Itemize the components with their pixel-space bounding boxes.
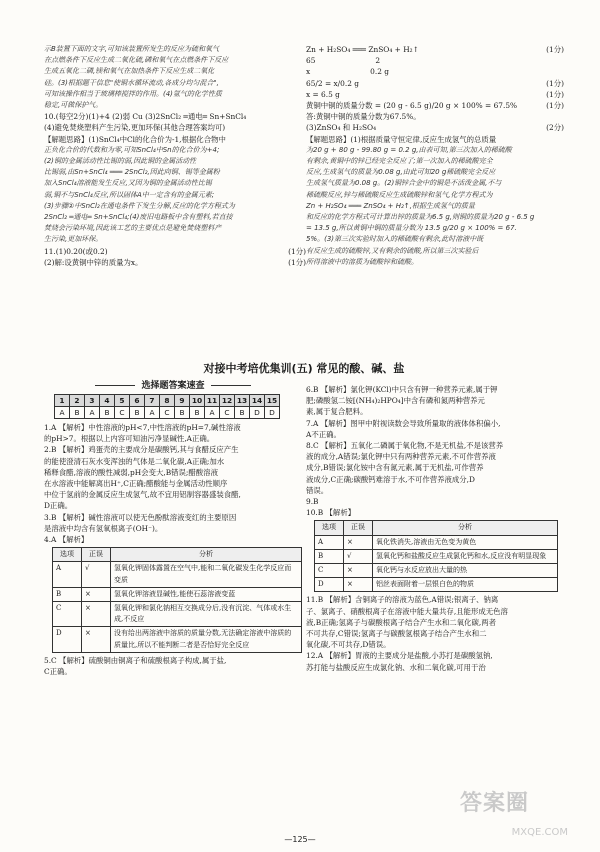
explanation-line: 不可共存,C错误;氢离子与碳酸氢根离子结合产生水和二 — [306, 629, 487, 639]
answer-letter: A — [85, 407, 100, 419]
answer-number: 7 — [145, 395, 160, 407]
score: (1分) — [546, 45, 564, 54]
answer-letter: C — [115, 407, 130, 419]
explanation-line: 子、氯离子、硝酸根离子在溶液中能大量共存,且能形成无色溶 — [306, 606, 508, 616]
q10-explanation: 2SnCl₂ ═通电═ Sn+SnCl₄;(4)废旧电路板中含有塑料,若直接 — [44, 213, 233, 222]
column-header: 分析 — [373, 521, 558, 535]
watermark-url: MXQE.COM — [511, 826, 568, 838]
option-cell: B — [53, 587, 82, 601]
equation-line — [306, 66, 564, 77]
analysis-cell: 氢氧化钾固体露置在空气中,能和二氧化碳发生化学反应而变质 — [111, 562, 302, 587]
answer-letter: B — [175, 407, 190, 419]
answer-number: 10 — [190, 395, 205, 407]
right-column-top — [306, 44, 564, 268]
score: (1分) — [546, 101, 564, 111]
answer-number: 12 — [220, 395, 235, 407]
answer-letter: D — [265, 407, 280, 419]
answer-letter-row — [55, 407, 280, 419]
handwritten-line: 硅。(3)根据题干信息"使铜水循环流动,各成分均匀混合", — [44, 78, 219, 87]
q10-analysis-table — [314, 520, 558, 592]
q10-answer: (4)避免焚烧塑料产生污染,更加环保(其他合理答案均可) — [44, 123, 226, 133]
answer-letter: B — [130, 407, 145, 419]
handwritten-line: 示B装置下面的文字,可知该装置所发生的反应为硫和氧气 — [44, 45, 220, 53]
page-number: —125— — [284, 835, 316, 844]
explanation-line: 9.B — [306, 497, 319, 507]
explanation-line: 在水溶液中能解离出H⁺,C正确;醋酸能与金属活动性顺序 — [44, 479, 228, 489]
score: (1分) — [288, 246, 306, 256]
explanation-line: 素,属于复合肥料。 — [306, 407, 368, 417]
q11-line — [44, 246, 306, 257]
equation: Zn + H₂SO₄ ═══ ZnSO₄ + H₂↑ — [306, 45, 419, 54]
analysis-cell: 氢氧化钾溶液显碱性,能使石蕊溶液变蓝 — [111, 587, 302, 601]
table-row — [315, 564, 558, 578]
verdict-cell: × — [82, 602, 111, 627]
q10-explanation: 弱,铜不与SnCl₄反应,所以固体A中一定含有的金属元素; — [44, 190, 215, 199]
right-column-bottom — [306, 384, 564, 673]
explanation-line: A不正确。 — [306, 429, 341, 439]
explanation-line: 是溶液中均含有氢氧根离子(OH⁻)。 — [44, 523, 163, 533]
watermark-text: 答案圈 — [460, 791, 530, 816]
table-row — [315, 578, 558, 592]
equation-line — [306, 100, 564, 111]
left-column-bottom — [44, 422, 306, 677]
explanation-line: Zn + H₂SO₄ ═══ ZnSO₄ + H₂↑,根据生成氢气的质量 — [306, 201, 475, 210]
score: (1分) — [546, 89, 564, 99]
equation: 2 — [375, 56, 381, 66]
column-header: 选项 — [53, 548, 82, 562]
q11-line — [44, 257, 306, 268]
explanation-line: 有剩余,黄铜中的锌已经完全反应了;第一次加入的稀硫酸完全 — [306, 157, 493, 166]
option-cell: C — [53, 602, 82, 627]
table-row — [53, 627, 302, 652]
explanation-line: 液的成分,A错误;氯化钾中只有两种营养元素,不可作营养液 — [306, 452, 496, 462]
explanation-line: 【解题思路】(1)根据质量守恒定律,反应生成氢气的总质量 — [306, 134, 497, 144]
left-column-top — [44, 44, 306, 268]
answer-letter: C — [220, 407, 235, 419]
answer-number: 11 — [205, 395, 220, 407]
explanation-line: C正确。 — [44, 667, 72, 677]
explanation-line: 有反应生成的硫酸锌,又有剩余的硫酸,所以第三次实验后 — [306, 246, 479, 255]
equation-line — [306, 122, 564, 133]
answer-number-row — [55, 395, 280, 407]
q10-explanation: (3)步骤②中SnCl₂在通电条件下发生分解,反应的化学方程式为 — [44, 201, 235, 210]
answer-letter: A — [55, 407, 70, 419]
explanation-line: 的能使澄清石灰水变浑浊的气体是二氧化碳,A正确;加水 — [44, 456, 225, 466]
score: (1分) — [546, 78, 564, 88]
option-cell: D — [315, 578, 344, 592]
section-title: 对接中考培优集训(五) 常见的酸、碱、盐 — [203, 362, 405, 375]
explanation-line: 5%。(3)第三次实验时加入的稀硫酸有剩余,此时溶液中既 — [306, 235, 484, 244]
watermark-logo — [460, 791, 572, 838]
equation-line — [306, 44, 564, 55]
verdict-cell: √ — [82, 562, 111, 587]
table-row — [53, 602, 302, 627]
q10-explanation: (2)铜的金属活动性比锡的弱,因此铜的金属活动性 — [44, 157, 197, 166]
option-cell: D — [53, 627, 82, 652]
table-row — [315, 535, 558, 549]
explanation-line: 所得溶液中的溶质为硫酸锌和硫酸。 — [306, 257, 418, 266]
option-cell: B — [315, 549, 344, 563]
explanation-line: 和反应的化学方程式可计算出锌的质量为6.5 g,则铜的质量为20 g - 6.5 g — [306, 213, 535, 222]
table-row — [315, 549, 558, 563]
handwritten-line: 稳定,可做保护气。 — [44, 101, 103, 110]
answer-letter: C — [160, 407, 175, 419]
table-row — [53, 587, 302, 601]
table-header-row — [315, 521, 558, 535]
equation-line — [306, 78, 564, 89]
answer-letter: A — [145, 407, 160, 419]
answer-number: 3 — [85, 395, 100, 407]
q10-answer: 10.(每空2分)(1)+4 (2)弱 Cu (3)2SnCl₂ ═通电═ Sn+SnCl₄ — [44, 112, 247, 122]
equation: x — [306, 67, 311, 77]
q4-analysis-table — [52, 547, 302, 653]
verdict-cell: × — [82, 627, 111, 652]
analysis-cell: 氧化钙与水反应放出大量的热 — [373, 564, 558, 578]
answer-number: 14 — [250, 395, 265, 407]
handwritten-line: 可知该操作相当于玻璃棒搅拌的作用。(4)氩气的化学性质 — [44, 89, 222, 98]
equation: (3)ZnSO₄ 和 H₂SO₄ — [306, 123, 377, 133]
q10-explanation: 比锡弱,由Sn+SnCl₄ ═══ 2SnCl₂,因此向铜、锡等金属粉 — [44, 168, 220, 177]
answer-letter: B — [70, 407, 85, 419]
q11-answer: 11.(1)0.20(或0.2) — [44, 246, 108, 256]
option-cell: C — [315, 564, 344, 578]
answer-number: 5 — [115, 395, 130, 407]
explanation-line: 反应,生成氢气的质量为0.08 g,由此可知20 g稀硫酸完全反应 — [306, 168, 496, 177]
column-header: 正误 — [344, 521, 373, 535]
equation: x = 6.5 g — [306, 89, 340, 99]
analysis-cell: 铝丝表面附着一层银白色的物质 — [373, 578, 558, 592]
verdict-cell: × — [344, 564, 373, 578]
explanation-line: 12.A 【解析】胃液的主要成分是盐酸,小苏打是碳酸氢钠, — [306, 651, 493, 661]
explanation-line: D正确。 — [44, 501, 73, 511]
analysis-cell: 氢氧化钙和盐酸反应生成氯化钙和水,反应没有明显现象 — [373, 549, 558, 563]
explanation-line: 液成分,C正确;碳酸钙难溶于水,不可作营养液成分,D — [306, 474, 475, 484]
verdict-cell: × — [344, 535, 373, 549]
explanation-line: 6.B 【解析】氯化钾(KCl)中只含有钾一种营养元素,属于钾 — [306, 385, 498, 394]
option-cell: A — [53, 562, 82, 587]
explanation-line: 7.A 【解析】图甲中附视读数会导致所量取的液体体积偏小, — [306, 418, 501, 428]
explanation-line: 错误。 — [306, 485, 329, 495]
explanation-line: 稀硫酸反应,锌与稀硫酸反应生成硫酸锌和氢气,化学方程式为 — [306, 190, 493, 199]
answer-letter: B — [100, 407, 115, 419]
explanation-line: 肥;磷酸氢二铵[(NH₄)₂HPO₄]中含有磷和氮两种营养元 — [306, 396, 485, 406]
analysis-cell: 氧化铁消失,溶液由无色变为黄色 — [373, 535, 558, 549]
q10-explanation: 【解题思路】(1)SnCl₄中Cl的化合价为-1,根据化合物中 — [44, 134, 226, 144]
explanation-line: 液,B正确;氢离子与碳酸根离子结合产生水和二氧化碳,两者 — [306, 617, 496, 627]
explanation-line: 苏打能与盐酸反应生成氯化钠、水和二氧化碳,可用于治 — [306, 662, 486, 672]
explanation-line: 为20 g + 80 g - 99.80 g = 0.2 g,由表可知,第三次加入的稀硫酸 — [306, 145, 512, 154]
equation: 65 — [306, 56, 316, 66]
handwritten-line: 生成五氧化二磷,镁和氧气在加热条件下反应生成二氧化 — [44, 67, 215, 76]
verdict-cell: √ — [344, 549, 373, 563]
analysis-cell: 没有给出两溶液中溶质的质量分数,无法确定溶液中溶质的质量比,所以不能判断二者是否恰好完全反应 — [111, 627, 302, 652]
option-cell: A — [315, 535, 344, 549]
q10-explanation: 正负化合价的代数和为零,可知SnCl₄中Sn的化合价为+4; — [44, 145, 220, 154]
equation-line — [306, 55, 564, 66]
answer-number: 1 — [55, 395, 70, 407]
score: (1分) — [288, 257, 306, 267]
explanation-line: 2.B 【解析】鸡蛋壳的主要成分是碳酸钙,其与食醋反应产生 — [44, 445, 239, 455]
q10-explanation: 生污染,更加环保。 — [44, 235, 103, 244]
explanation-line: 的pH>7。根据以上内容可知油污净显碱性,A正确。 — [44, 434, 215, 444]
column-header: 正误 — [82, 548, 111, 562]
explanation-line: 10.B 【解析】 — [306, 508, 356, 518]
score: (2分) — [546, 123, 564, 133]
explanation-line: 生成氢气质量为0.08 g。(2)铜锌合金中的铜是不活泼金属,不与 — [306, 179, 502, 188]
answer-number: 13 — [235, 395, 250, 407]
handwritten-line: 在点燃条件下反应生成二氧化硫,磷和氧气在点燃条件下反应 — [44, 56, 229, 65]
q10-explanation: 焚烧会污染环境,因此该工艺的主要优点是避免焚烧塑料产 — [44, 224, 222, 233]
quick-answer-title: 选择题答案速查 — [44, 381, 302, 392]
explanation-line: 1.A 【解析】中性溶液的pH<7,中性溶液的pH=7,碱性溶液 — [44, 423, 241, 432]
equation: 0.2 g — [370, 67, 390, 77]
explanation-line: 稀释食醋,溶液的酸性减弱,pH会变大,B错误;醋酸溶液 — [44, 467, 218, 477]
answer-number: 4 — [100, 395, 115, 407]
table-header-row — [53, 548, 302, 562]
analysis-cell: 氢氧化钾和氯化钠相互交换成分后,没有沉淀、气体或水生成,不反应 — [111, 602, 302, 627]
explanation-line: 8.C 【解析】五氧化二磷属于氧化物,不是无机盐,不是该营养 — [306, 441, 504, 451]
answer-number: 8 — [160, 395, 175, 407]
explanation-line: 中位于氢前的金属反应生成氢气,故不宜用铝制容器盛装食醋, — [44, 490, 241, 500]
answer-letter: A — [205, 407, 220, 419]
answer-table — [54, 394, 280, 419]
explanation-line: 4.A 【解析】 — [44, 535, 89, 545]
table-row — [53, 562, 302, 587]
answer-number: 6 — [130, 395, 145, 407]
answer-letter: D — [250, 407, 265, 419]
explanation-line: 氧化碳,不可共存,D错误。 — [306, 640, 391, 650]
answer-letter: B — [235, 407, 250, 419]
equation: 65/2 = x/0.2 g — [306, 78, 359, 88]
answer-line: 答:黄铜中铜的质量分数为67.5%。 — [306, 112, 421, 122]
explanation-line: = 13.5 g,所以黄铜中铜的质量分数为 13.5 g/20 g × 100% = 67. — [306, 224, 517, 233]
explanation-line: 5.C 【解析】硫酸铜由铜离子和硫酸根离子构成,属于盐, — [44, 655, 227, 665]
verdict-cell: × — [344, 578, 373, 592]
column-header: 选项 — [315, 521, 344, 535]
q10-explanation: 加入SnCl₄溶液能发生反应,又因为铜的金属活动性比锡 — [44, 179, 212, 188]
explanation-line: 成分,B错误;氯化铵中含有氮元素,属于无机盐,可作营养 — [306, 463, 484, 473]
answer-number: 15 — [265, 395, 280, 407]
equation-line — [306, 89, 564, 100]
explanation-line: 3.B 【解析】碱性溶液可以使无色酚酞溶液变红的主要原因 — [44, 512, 237, 522]
equation: 黄铜中铜的质量分数 = (20 g - 6.5 g)/20 g × 100% = 67.5% — [306, 101, 518, 111]
answer-number: 2 — [70, 395, 85, 407]
answer-number: 9 — [175, 395, 190, 407]
q11-answer: (2)解:设黄铜中锌的质量为x。 — [44, 257, 143, 267]
explanation-line: 11.B 【解析】含铜离子的溶液为蓝色,A错误;银离子、钠离 — [306, 595, 499, 605]
answer-letter: B — [190, 407, 205, 419]
column-header: 分析 — [111, 548, 302, 562]
verdict-cell: × — [82, 587, 111, 601]
